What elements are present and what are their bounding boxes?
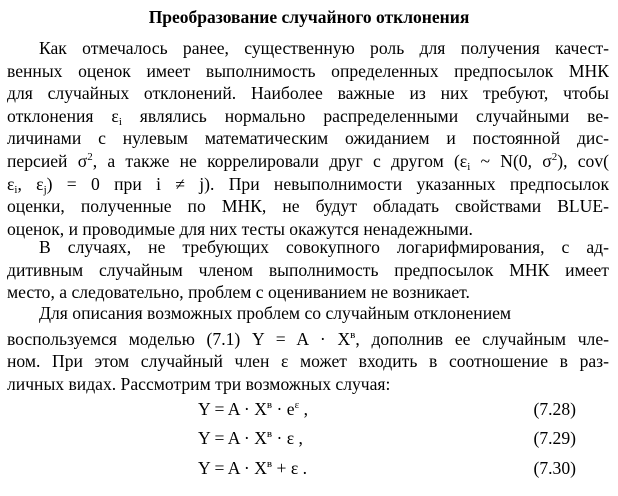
paragraph-1-line: для случайных отклонений. Наиболее важные из них требуют, чтобы (7, 83, 609, 104)
equation-7-29 (0, 426, 618, 450)
paragraph-1-line: отклонения $\varepsilon_i$ являлись нормально распределенными случайными ве- (7, 105, 609, 128)
equation-7-28 (0, 397, 618, 421)
paragraph-1-line: персией $\sigma^2$, а также не коррелировали друг с другом ($\varepsilon_i$ ~ N(0, $\sigma^2$), cov( (7, 150, 609, 173)
paragraph-2 (7, 236, 609, 304)
paragraph-1-line: Как отмечалось ранее, существенную роль для получения качест- (39, 38, 609, 58)
paragraph-3-line: ном. При этом случайный член ε может входить в соотношение в раз- (7, 351, 609, 372)
equation-formula: $Y = A \cdot X^в \cdot \varepsilon$ , (198, 428, 303, 448)
equation-formula: $Y = A \cdot X^в \cdot e^\varepsilon$ , (198, 399, 308, 419)
paragraph-3-line: личных видах. Рассмотрим три возможных случая: (7, 373, 391, 394)
equation-formula: $Y = A \cdot X^в + \varepsilon$ . (198, 458, 308, 478)
paragraph-1 (7, 37, 609, 240)
paragraph-1-line: $\varepsilon_i$, $\varepsilon_j) = 0$ при i ≠ j). При невыполнимости указанных предпосылок (7, 173, 610, 196)
equation-number: (7.29) (533, 428, 576, 448)
equation-number: (7.28) (533, 399, 576, 419)
paragraph-2-line: место, а следовательно, проблем с оцениванием не возникает. (7, 282, 470, 303)
paragraph-1-line: венных оценок имеет выполнимость определенных предпосылок МНК (7, 60, 609, 81)
paragraph-3 (7, 302, 609, 395)
paragraph-2-line: дитивным случайным членом выполнимость предпосылок МНК имеет (7, 259, 609, 280)
equation-number: (7.30) (533, 458, 576, 478)
paragraph-1-line: оценок, и проводимые для них тесты окажутся ненадежными. (7, 218, 473, 239)
paragraph-1-line: оценки, полученные по МНК, не будут обладать свойствами BLUE- (7, 196, 609, 217)
paragraph-1-line: личинами с нулевым математическим ожиданием и постоянной дис- (7, 128, 609, 149)
equation-7-30 (0, 456, 618, 480)
paragraph-3-line: Для описания возможных проблем со случайным отклонением (39, 303, 512, 323)
paragraph-3-line: воспользуемся моделью (7.1) $Y = A \cdot X^в$, дополнив ее случайным чле- (7, 328, 610, 349)
section-title: Преобразование случайного отклонения (148, 7, 470, 27)
paragraph-2-line: В случаях, не требующих совокупного логарифмирования, с ад- (39, 237, 609, 257)
